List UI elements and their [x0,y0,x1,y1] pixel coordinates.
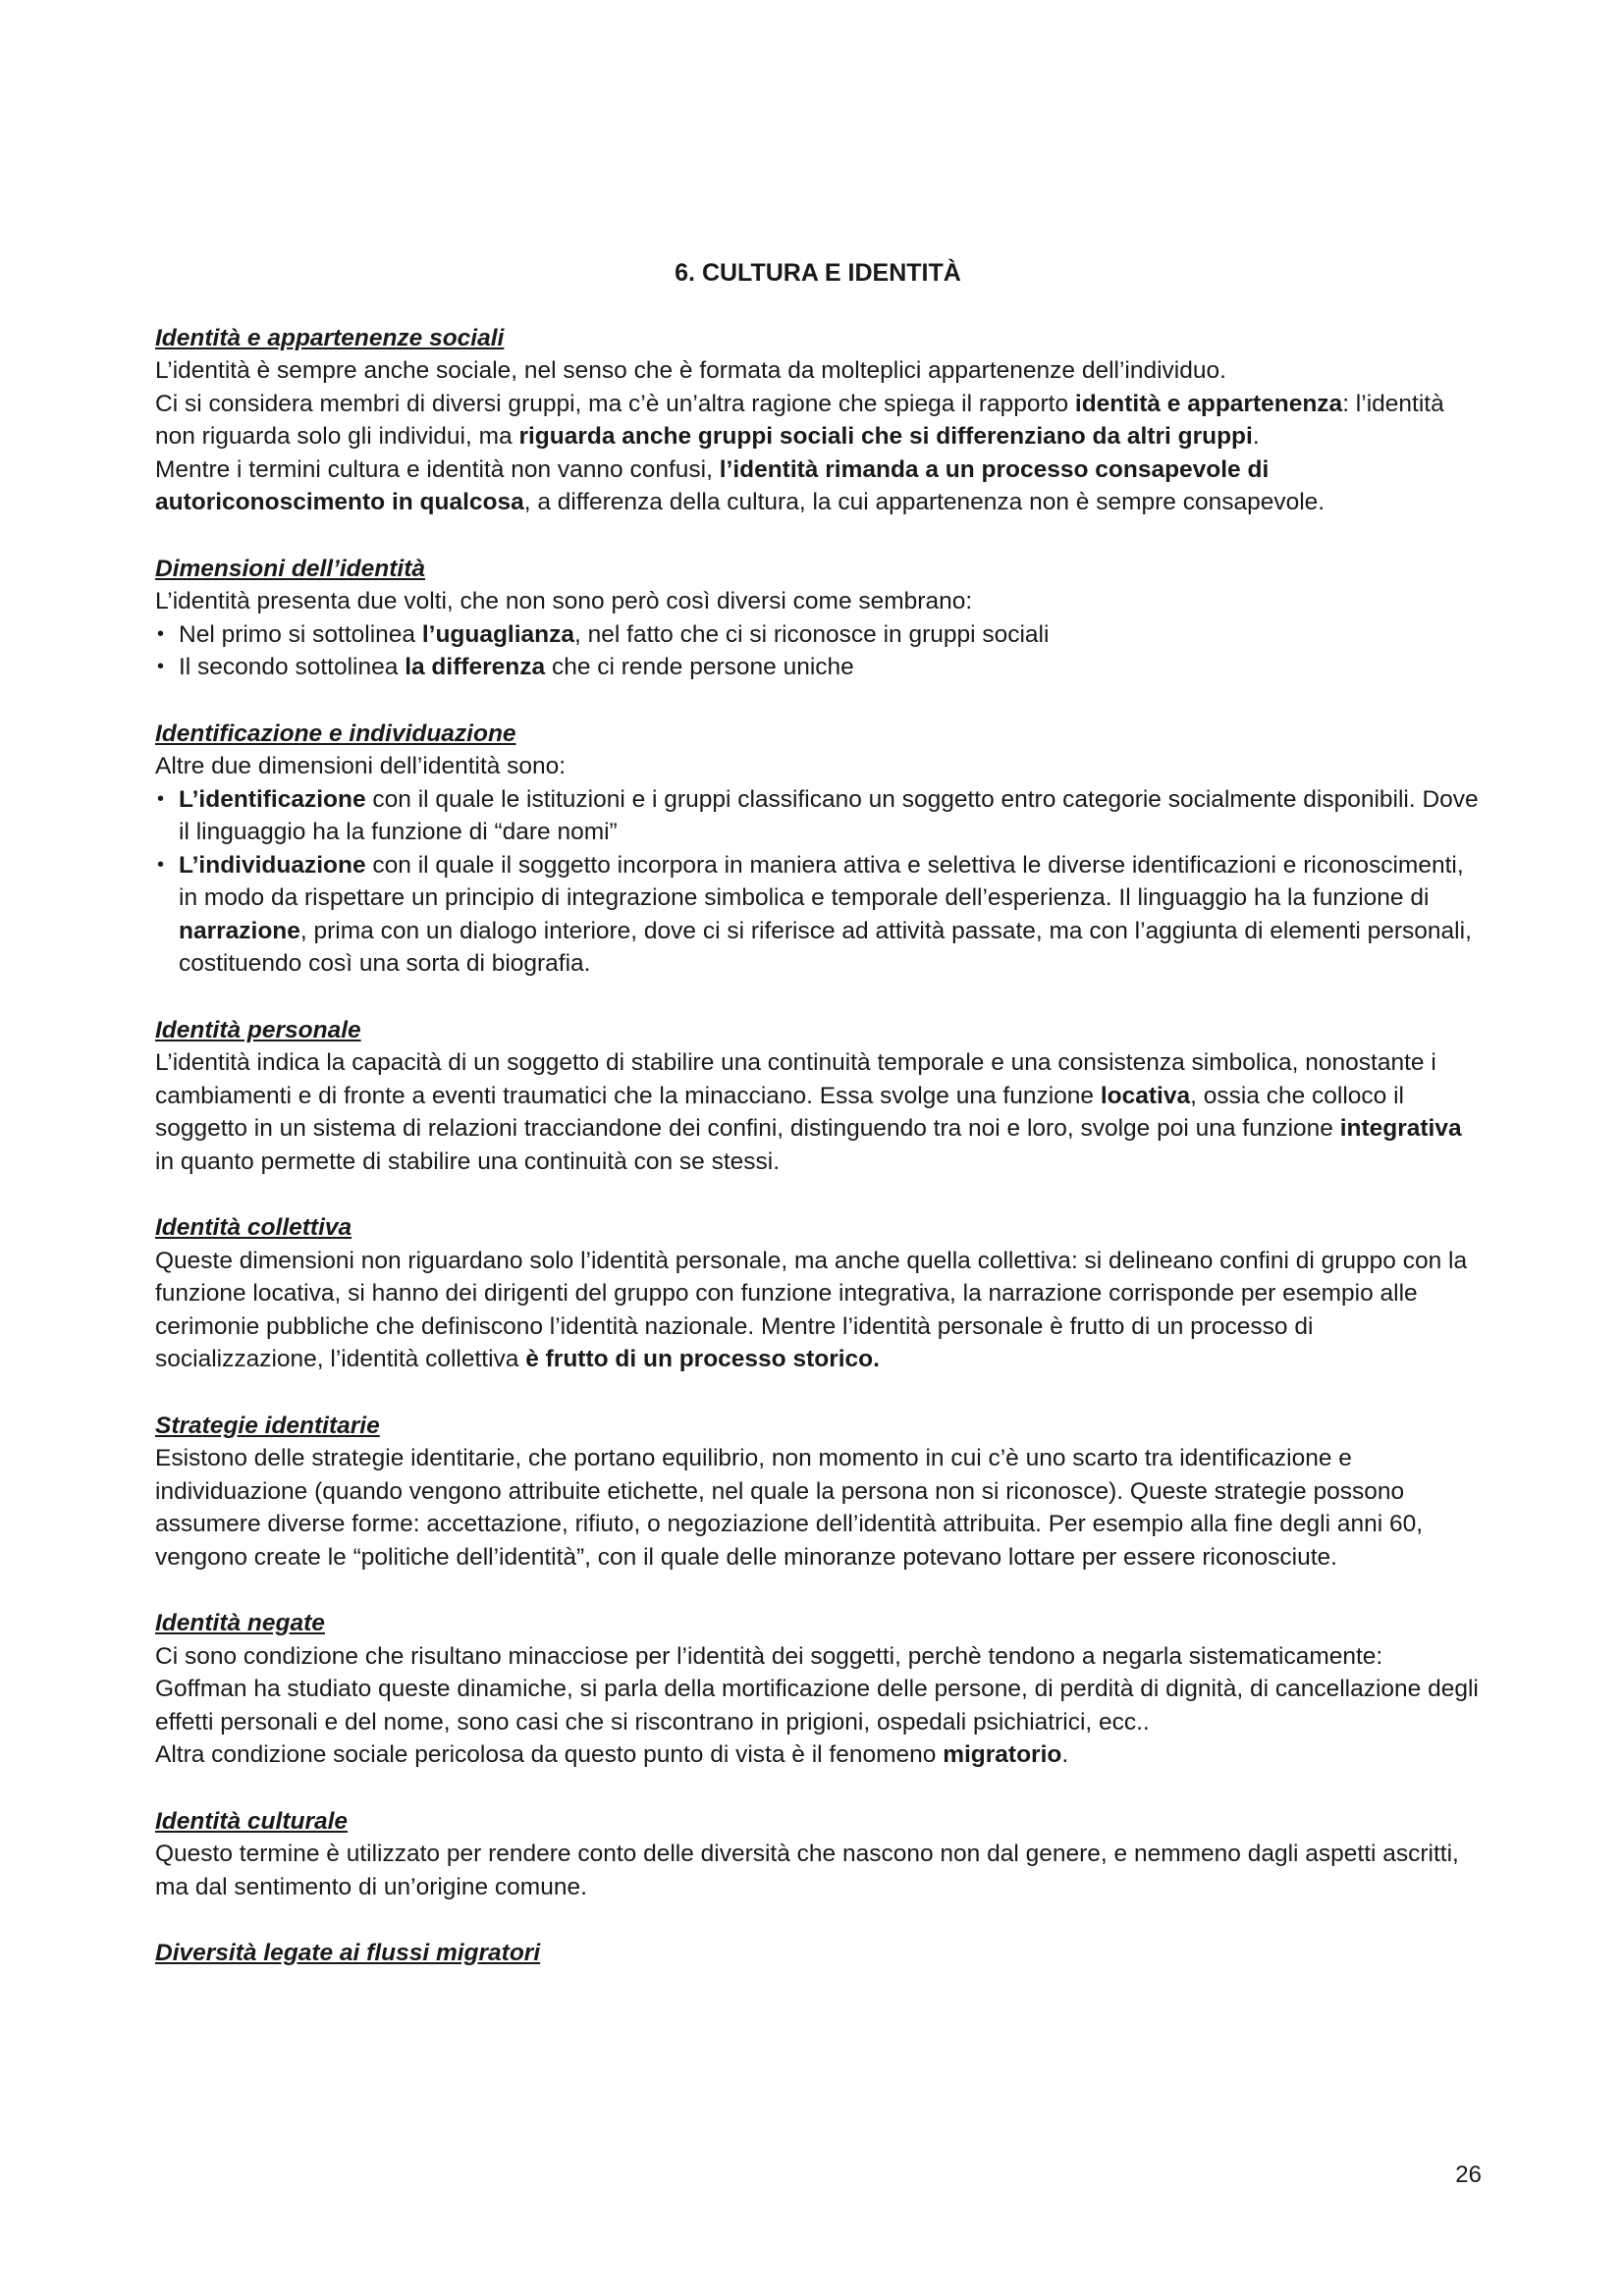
chapter-title: 6. CULTURA E IDENTITÀ [675,259,961,287]
text-run: . [1061,1741,1069,1768]
text-run: con il quale le istituzioni e i gruppi classificano un soggetto entro categorie socialmente disponibili. Dove il linguaggio ha la funzione di “dare nomi” [179,785,1479,845]
list-item [155,651,1481,684]
paragraph [155,1738,1481,1772]
bold-text: identità e appartenenza [1074,390,1343,417]
bold-text: migratorio [943,1741,1062,1768]
paragraph: Questo termine è utilizzato per rendere conto delle diversità che nascono non dal genere, e nemmeno dagli aspetti ascritti, ma dal sentimento di un’origine comune. [155,1841,1459,1900]
section-heading: Strategie identitarie [155,1412,380,1439]
section-heading: Identificazione e individuazione [155,720,516,747]
text-run: con il quale il soggetto incorpora in maniera attiva e selettiva le diverse identificazioni e riconoscimenti, in modo da rispettare un principio di integrazione simbolica e temporale dell’esperienza. Il linguaggio ha la funzione di [179,851,1464,911]
text-run: , nel fatto che ci si riconosce in gruppi sociali [574,620,1050,648]
text-run: Queste dimensioni non riguardano solo l’identità personale, ma anche quella collettiva: si delineano confini di gruppo con la funzione locativa, si hanno dei dirigenti del gruppo con funzione integrativa, la narrazione corrisponde per esempio alle cerimonie pubbliche che definiscono l’identità nazionale. Mentre l’identità personale è frutto di un processo di socializzazione, l’identità collettiva [155,1247,1468,1372]
bullet-list [155,783,1481,981]
text-run: Ci si considera membri di diversi gruppi, ma c’è un’altra ragione che spiega il rapporto [155,390,1075,417]
page-number: 26 [1455,2162,1482,2188]
text-run: L’identità indica la capacità di un soggetto di stabilire una continuità temporale e una consistenza simbolica, nonostante i cambiamenti e di fronte a eventi traumatici che la minacciano. Essa svolge una funzione [155,1049,1436,1109]
document-page [155,257,1481,2003]
paragraph: Altre due dimensioni dell’identità sono: [155,753,567,779]
section-heading: Identità culturale [155,1807,349,1835]
section-diversita-flussi [155,1937,1481,1970]
text-run: Mentre i termini cultura e identità non vanno confusi, [155,455,720,483]
section-strategie-identitarie [155,1410,1481,1575]
text-run: Altra condizione sociale pericolosa da questo punto di vista è il fenomeno [155,1741,944,1768]
section-heading: Identità collettiva [155,1214,352,1241]
list-item [155,849,1481,981]
bullet-list [155,618,1481,684]
text-run: , ossia che colloco il soggetto in un sistema di relazioni tracciandone dei confini, distinguendo tra noi e loro, svolge poi una funzione [155,1082,1404,1142]
bold-text: integrativa [1339,1115,1462,1142]
bold-text: L’individuazione [179,851,366,879]
text-run: che ci rende persone uniche [545,654,854,680]
section-heading: Identità personale [155,1016,361,1043]
bold-text: L’identificazione [179,785,366,813]
paragraph [155,454,1481,519]
bold-text: la differenza [405,654,546,680]
bold-text: l’identità rimanda a un processo consapevole di autoriconoscimento in qualcosa [155,455,1270,515]
paragraph [155,354,1481,454]
text-run: . [1252,423,1260,450]
section-identita-appartenenze [155,322,1481,519]
text-run: , prima con un dialogo interiore, dove ci si riferisce ad attività passate, ma con l’aggiunta di elementi personali, costituendo così una sorta di biografia. [179,917,1472,977]
paragraph [155,1245,1481,1376]
section-heading: Identità e appartenenze sociali [155,324,505,351]
section-identita-collettiva [155,1211,1481,1376]
section-heading: Identità negate [155,1610,325,1636]
bold-text: locativa [1100,1082,1191,1109]
list-item [155,783,1481,849]
text-run: : l’identità non riguarda solo gli individui, ma [155,390,1444,450]
text-run: Nel primo si sottolinea [179,620,422,648]
bold-text: narrazione [179,917,300,944]
section-identificazione-individuazione [155,718,1481,981]
section-heading: Dimensioni dell’identità [155,555,425,582]
section-heading: Diversità legate ai flussi migratori [155,1940,541,1966]
paragraph: L’identità presenta due volti, che non sono però così diversi come sembrano: [155,588,973,614]
paragraph [155,1046,1481,1178]
section-identita-culturale [155,1805,1481,1904]
text-run: Il secondo sottolinea [179,654,406,680]
bold-text: l’uguaglianza [421,620,575,648]
section-identita-personale [155,1014,1481,1179]
section-dimensioni-identita [155,553,1481,684]
paragraph: Ci sono condizione che risultano minacciose per l’identità dei soggetti, perchè tendono a negarla sistematicamente: Goffman ha studiato queste dinamiche, si parla della mortificazione delle persone, di perdità di dignità, di cancellazione degli effetti personali e del nome, sono casi che si riscontrano in prigioni, ospedali psichiatrici, ecc.. [155,1642,1479,1735]
text-run: L’identità è sempre anche sociale, nel senso che è formata da molteplici appartenenze dell’individuo. [155,357,1226,384]
bold-text: è frutto di un processo storico. [525,1346,880,1372]
paragraph: Esistono delle strategie identitarie, che portano equilibrio, non momento in cui c’è uno scarto tra identificazione e individuazione (quando vengono attribuite etichette, nel quale la persona non si riconosce). Queste strategie possono assumere diverse forme: accettazione, rifiuto, o negoziazione dell’identità attribuita. Per esempio alla fine degli anni 60, vengono create le “politiche dell’identità”, con il quale delle minoranze potevano lottare per essere riconosciute. [155,1445,1424,1571]
text-run: , a differenza della cultura, la cui appartenenza non è sempre consapevole. [523,489,1325,515]
text-run: in quanto permette di stabilire una continuità con se stessi. [155,1148,781,1175]
bold-text: riguarda anche gruppi sociali che si differenziano da altri gruppi [518,423,1253,450]
list-item [155,618,1481,652]
section-identita-negate [155,1607,1481,1772]
